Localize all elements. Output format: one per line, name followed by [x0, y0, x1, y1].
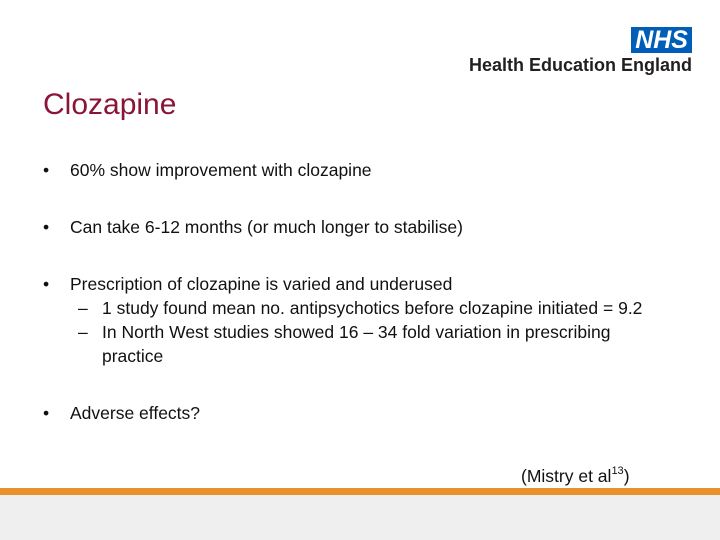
- slide-title: Clozapine: [43, 88, 177, 121]
- bullet-text: Prescription of clozapine is varied and underused: [70, 274, 453, 294]
- bullet-item: [43, 401, 663, 425]
- accent-bar: [0, 488, 720, 495]
- citation-close: ): [623, 466, 630, 486]
- bullet-item: [43, 215, 663, 239]
- organisation-name: Health Education England: [468, 55, 692, 75]
- sub-bullet-item: [43, 320, 663, 368]
- citation-text: (Mistry et al: [521, 466, 612, 486]
- sub-bullet-marker: –: [78, 322, 88, 342]
- bullet-item: [43, 272, 663, 296]
- citation-reference-number: 13: [611, 465, 624, 477]
- sub-bullet-text: In North West studies showed 16 – 34 fold variation in prescribing practice: [102, 322, 611, 366]
- sub-bullet-text: 1 study found mean no. antipsychotics before clozapine initiated = 9.2: [102, 298, 643, 318]
- slide-content: [43, 158, 663, 425]
- bullet-marker: •: [43, 274, 50, 294]
- bullet-marker: •: [43, 217, 50, 237]
- nhs-logo-badge: NHS: [631, 27, 692, 53]
- bullet-text: Adverse effects?: [70, 403, 201, 423]
- sub-bullet-item: [43, 296, 663, 320]
- bullet-marker: •: [43, 403, 50, 423]
- bullet-marker: •: [43, 160, 50, 180]
- bullet-text: Can take 6-12 months (or much longer to stabilise): [70, 217, 463, 237]
- hee-logo: [432, 27, 692, 75]
- sub-bullet-marker: –: [78, 298, 88, 318]
- citation: [521, 465, 630, 487]
- bullet-item: [43, 158, 663, 182]
- footer-band: [0, 495, 720, 540]
- bullet-text: 60% show improvement with clozapine: [70, 160, 372, 180]
